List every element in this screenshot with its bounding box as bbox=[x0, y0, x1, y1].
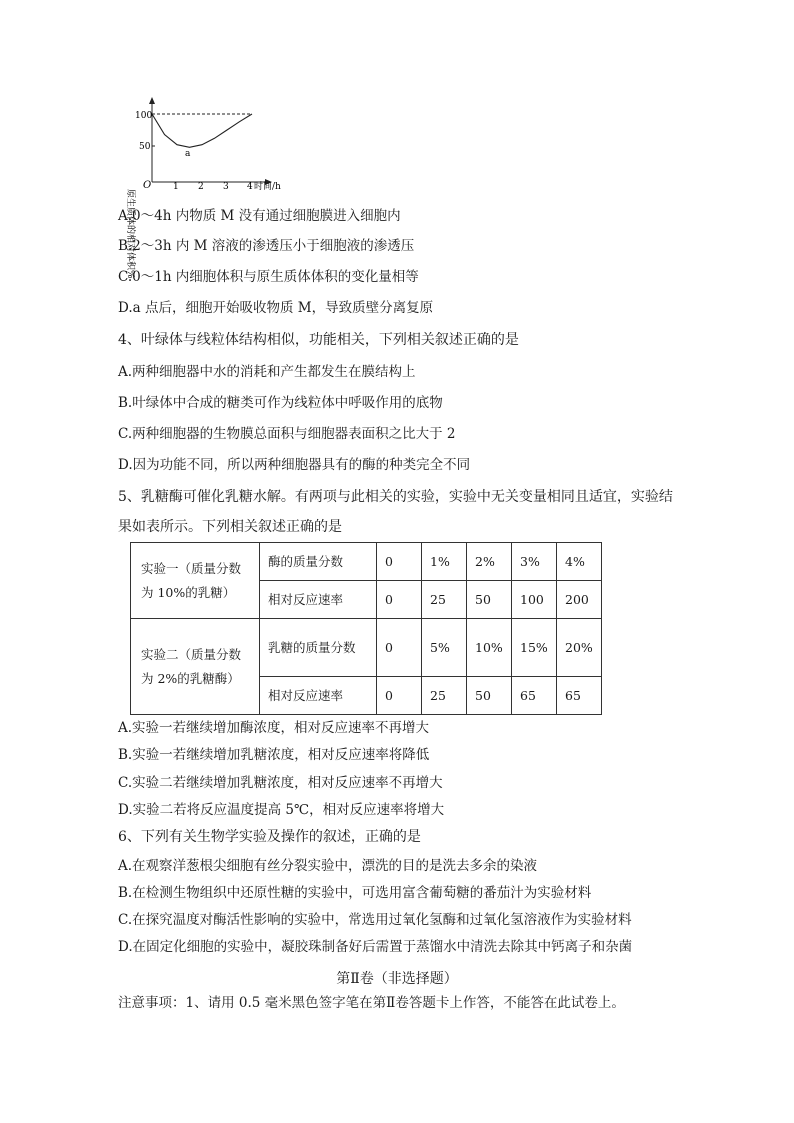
xtick-2: 2 bbox=[198, 182, 204, 192]
q5-option-c: C.实验二若继续增加乳糖浓度，相对反应速率不再增大 bbox=[118, 775, 443, 791]
q5-stem-line2: 果如表所示。下列相关叙述正确的是 bbox=[118, 519, 342, 535]
graph-ylabel: 原生质体的相对体积% bbox=[125, 189, 135, 279]
q3-option-b: B.2～3h 内 M 溶液的渗透压小于细胞液的渗透压 bbox=[118, 238, 415, 254]
table-cell: 0 bbox=[377, 677, 422, 715]
table-cell: 酶的质量分数 bbox=[260, 543, 377, 581]
q6-option-d: D.在固定化细胞的实验中，凝胶珠制备好后需置于蒸馏水中清洗去除其中钙离子和杂菌 bbox=[118, 939, 633, 955]
y-axis-arrow bbox=[149, 97, 155, 104]
table-cell: 10% bbox=[467, 619, 512, 677]
table-cell: 50 bbox=[467, 581, 512, 619]
xtick-4: 4 bbox=[247, 182, 253, 192]
q4-stem: 4、叶绿体与线粒体结构相似，功能相关，下列相关叙述正确的是 bbox=[118, 332, 519, 348]
q4-option-d: D.因为功能不同，所以两种细胞器具有的酶的种类完全不同 bbox=[118, 457, 471, 473]
volume-curve bbox=[152, 114, 252, 147]
xtick-1: 1 bbox=[173, 182, 179, 192]
section-title: 第Ⅱ卷（非选择题） bbox=[336, 971, 458, 987]
table-cell: 200 bbox=[557, 581, 602, 619]
ytick-100: 100 bbox=[135, 111, 153, 121]
q6-option-c: C.在探究温度对酶活性影响的实验中，常选用过氧化氢酶和过氧化氢溶液作为实验材料 bbox=[118, 912, 632, 928]
table-cell: 相对反应速率 bbox=[260, 581, 377, 619]
q4-option-c: C.两种细胞器的生物膜总面积与细胞器表面积之比大于 2 bbox=[118, 426, 456, 442]
q3-option-a: A.0～4h 内物质 M 没有通过细胞膜进入细胞内 bbox=[118, 208, 401, 224]
table-cell: 乳糖的质量分数 bbox=[260, 619, 377, 677]
q6-stem: 6、下列有关生物学实验及操作的叙述，正确的是 bbox=[118, 829, 421, 845]
experiment-table bbox=[130, 542, 602, 715]
q6-option-a: A.在观察洋葱根尖细胞有丝分裂实验中，漂洗的目的是洗去多余的染液 bbox=[118, 858, 538, 874]
table-cell: 15% bbox=[512, 619, 557, 677]
q3-option-d: D.a 点后，细胞开始吸收物质 M，导致质壁分离复原 bbox=[118, 300, 434, 316]
exam-note: 注意事项：1、请用 0.5 毫米黑色签字笔在第Ⅱ卷答题卡上作答，不能答在此试卷上。 bbox=[118, 995, 625, 1011]
q5-option-a: A.实验一若继续增加酶浓度，相对反应速率不再增大 bbox=[118, 720, 430, 736]
table-cell: 65 bbox=[512, 677, 557, 715]
exp1-label bbox=[131, 543, 260, 619]
exp1-label-text: 实验一（质量分数为 10%的乳糖） bbox=[141, 560, 242, 600]
table-row bbox=[131, 619, 602, 677]
ytick-50: 50 bbox=[139, 142, 151, 152]
q5-option-b: B.实验一若继续增加乳糖浓度，相对反应速率将降低 bbox=[118, 747, 430, 763]
exp2-label-text: 实验二（质量分数为 2%的乳糖酶） bbox=[141, 646, 242, 686]
xtick-3: 3 bbox=[223, 182, 229, 192]
point-a-label: a bbox=[185, 149, 191, 159]
origin-label: O bbox=[143, 180, 152, 191]
table-cell: 0 bbox=[377, 619, 422, 677]
q3-option-c: C.0～1h 内细胞体积与原生质体体积的变化量相等 bbox=[118, 269, 419, 285]
q4-option-b: B.叶绿体中合成的糖类可作为线粒体中呼吸作用的底物 bbox=[118, 395, 443, 411]
table-cell: 3% bbox=[512, 543, 557, 581]
q6-option-b: B.在检测生物组织中还原性糖的实验中，可选用富含葡萄糖的番茄汁为实验材料 bbox=[118, 885, 592, 901]
q4-option-a: A.两种细胞器中水的消耗和产生都发生在膜结构上 bbox=[118, 364, 416, 380]
table-cell: 2% bbox=[467, 543, 512, 581]
table-cell: 0 bbox=[377, 543, 422, 581]
table-cell: 65 bbox=[557, 677, 602, 715]
table-cell: 1% bbox=[422, 543, 467, 581]
table-cell: 0 bbox=[377, 581, 422, 619]
exp2-label bbox=[131, 619, 260, 715]
xaxis-unit: 时间/h bbox=[254, 182, 281, 192]
table-cell: 4% bbox=[557, 543, 602, 581]
q5-option-d: D.实验二若将反应温度提高 5℃，相对反应速率将增大 bbox=[118, 802, 445, 818]
table-cell: 100 bbox=[512, 581, 557, 619]
table-cell: 5% bbox=[422, 619, 467, 677]
table-row bbox=[131, 543, 602, 581]
table-cell: 相对反应速率 bbox=[260, 677, 377, 715]
volume-time-graph bbox=[0, 85, 794, 285]
table-cell: 50 bbox=[467, 677, 512, 715]
table-cell: 25 bbox=[422, 581, 467, 619]
q5-stem-line1: 5、乳糖酶可催化乳糖水解。有两项与此相关的实验，实验中无关变量相同且适宜，实验结 bbox=[118, 489, 673, 505]
table-cell: 25 bbox=[422, 677, 467, 715]
table-cell: 20% bbox=[557, 619, 602, 677]
